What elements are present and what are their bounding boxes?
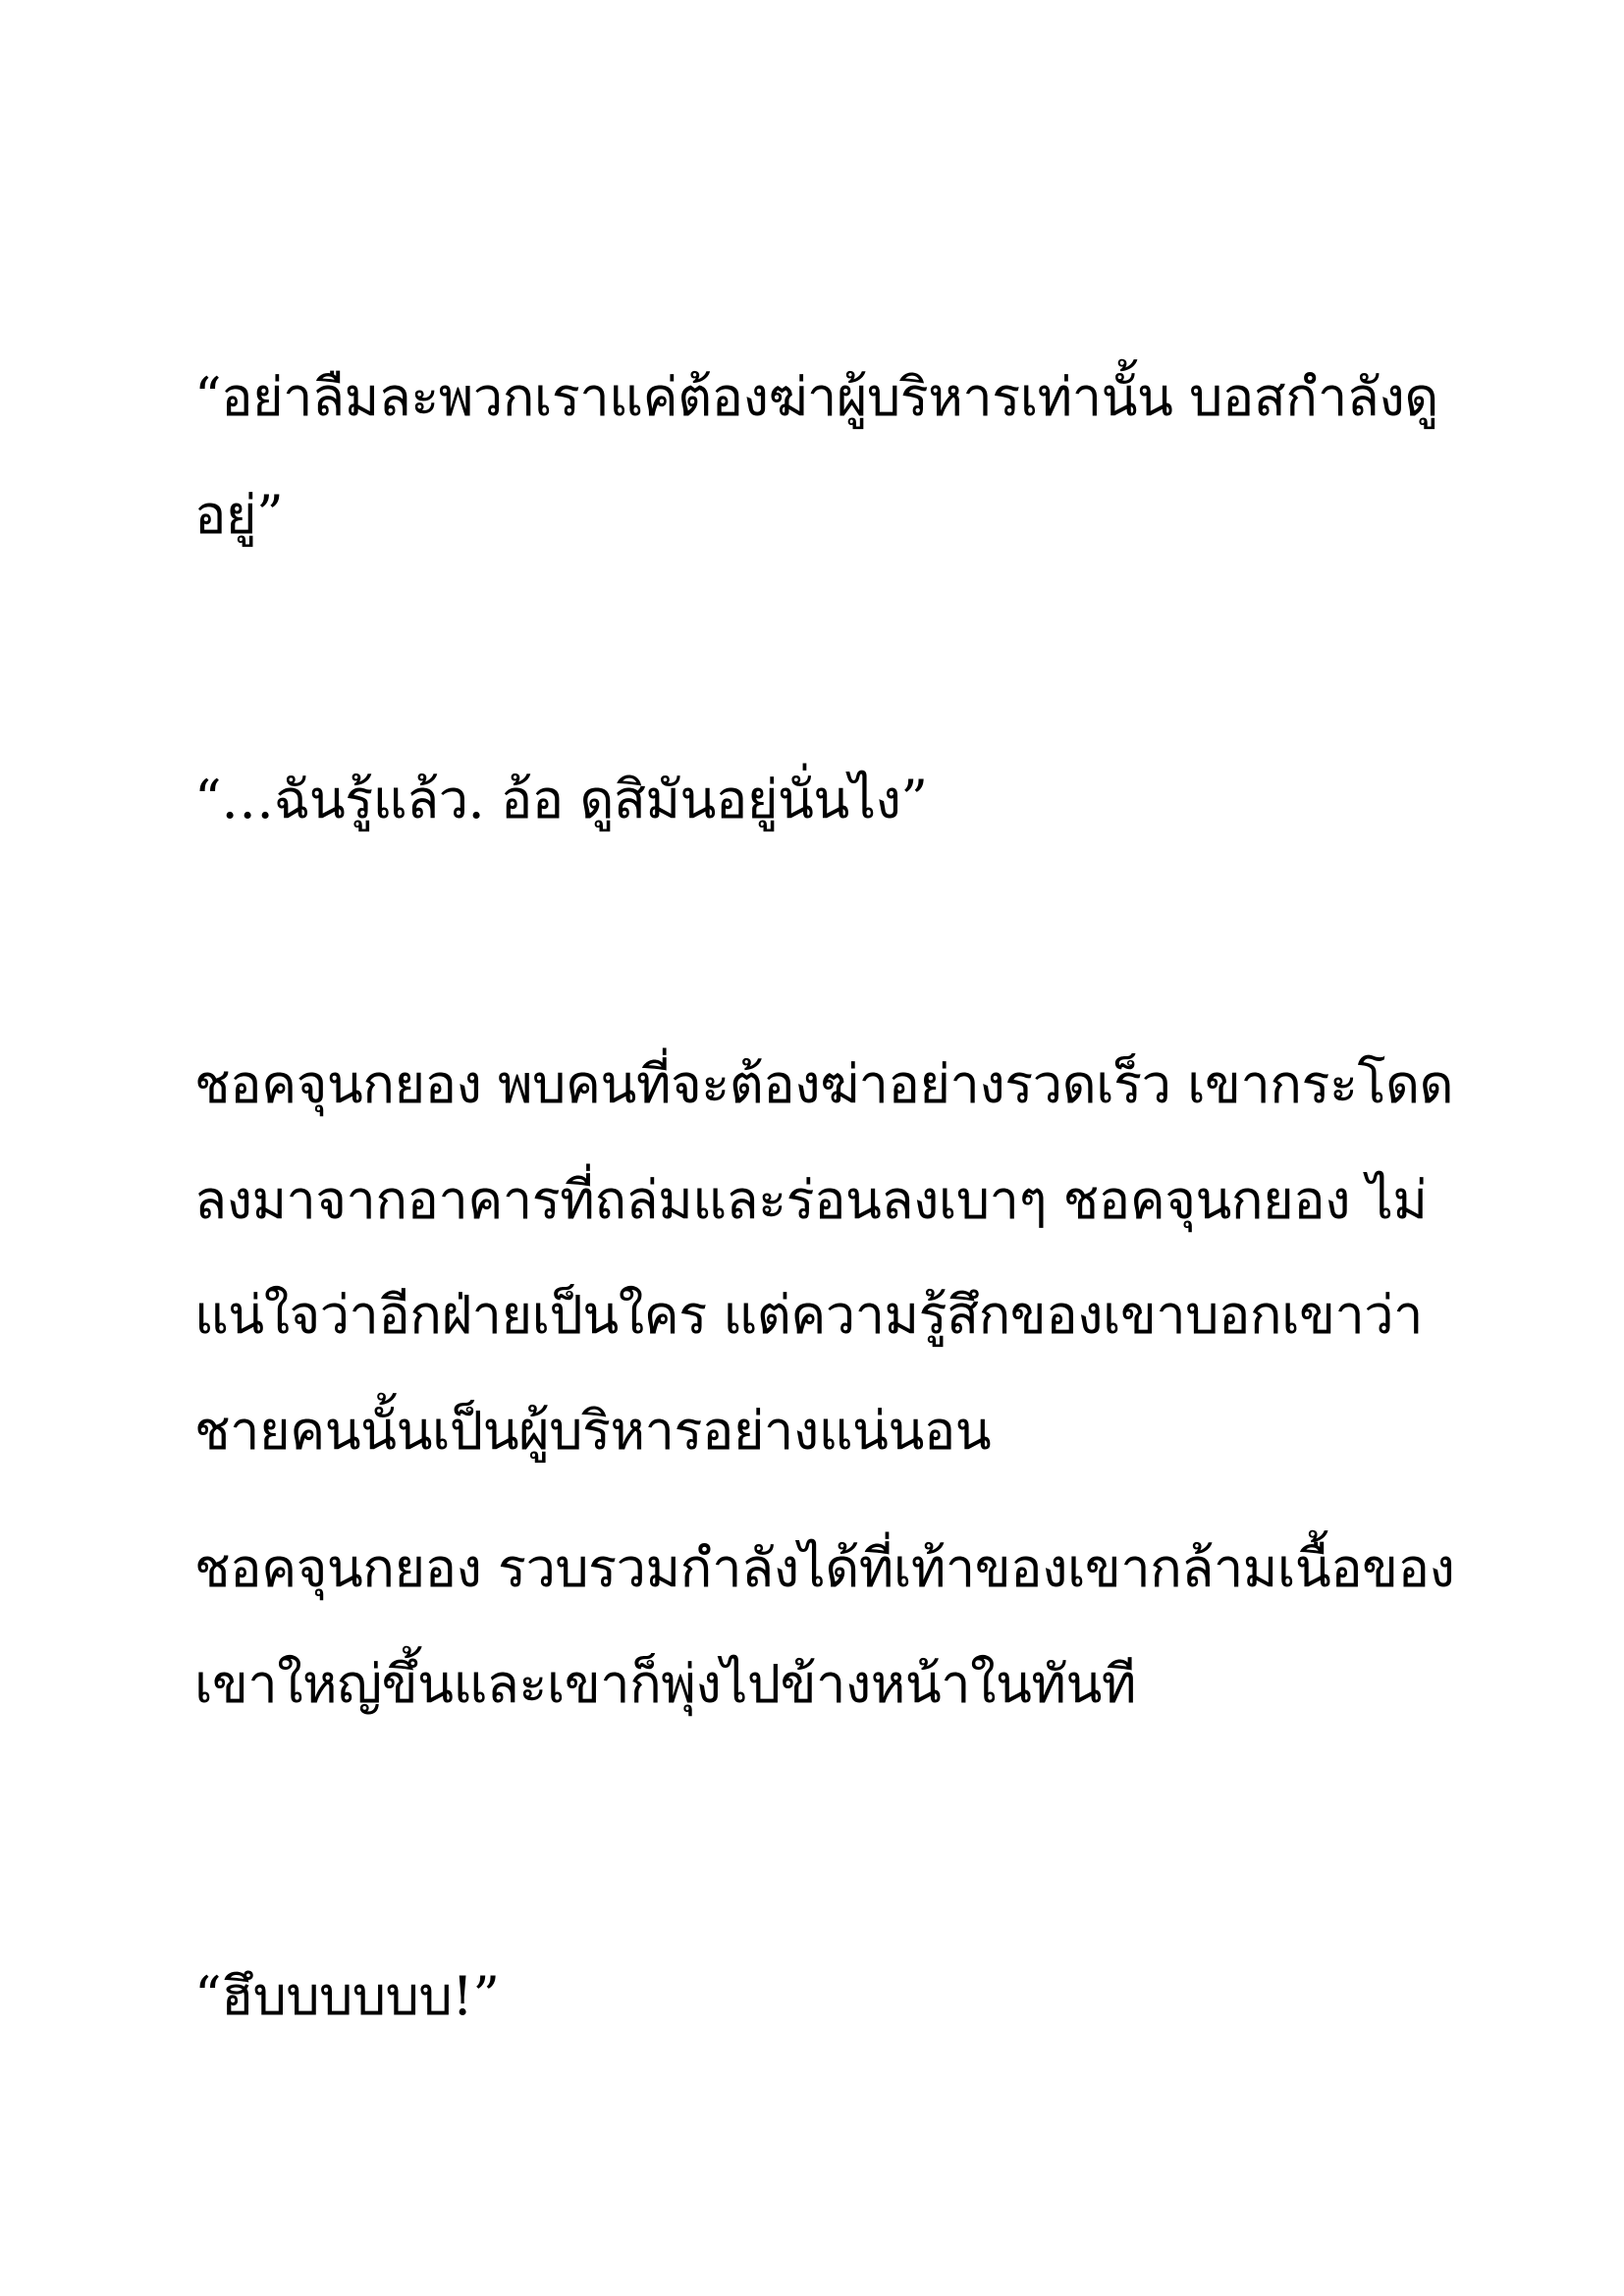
paragraph-line-4: ชายคนนั้นเป็นผู้บริหารอย่างแน่นอน: [194, 1400, 992, 1462]
dialogue-line-2: อยู่”: [194, 484, 284, 546]
paragraph-line-6: เขาใหญ่ขึ้นและเขาก็พุ่งไปข้างหน้าในทันที: [194, 1653, 1137, 1715]
paragraph-line-1: ชอคจุนกยอง พบคนที่จะต้องฆ่าอย่างรวดเร็ว เขากระโดด: [194, 1053, 1454, 1115]
dialogue-line-3: “…ฉันรู้แล้ว. อ้อ ดูสิมันอยู่นั่นไง”: [194, 769, 928, 830]
paragraph-line-2: ลงมาจากอาคารที่ถล่มและร่อนลงเบาๆ ชอคจุนกยอง ไม่: [194, 1169, 1428, 1231]
dialogue-line-4: “ฮึบบบบบบ!”: [194, 1965, 500, 2027]
dialogue-line-1: “อย่าลืมละพวกเราแค่ต้องฆ่าผู้บริหารเท่านั้น บอสกำลังดู: [194, 366, 1438, 428]
paragraph-line-3: แน่ใจว่าอีกฝ่ายเป็นใคร แต่ความรู้สึกของเขาบอกเขาว่า: [194, 1284, 1423, 1346]
paragraph-line-5: ชอคจุนกยอง รวบรวมกำลังได้ที่เท้าของเขากล้ามเนื้อของ: [194, 1537, 1455, 1599]
